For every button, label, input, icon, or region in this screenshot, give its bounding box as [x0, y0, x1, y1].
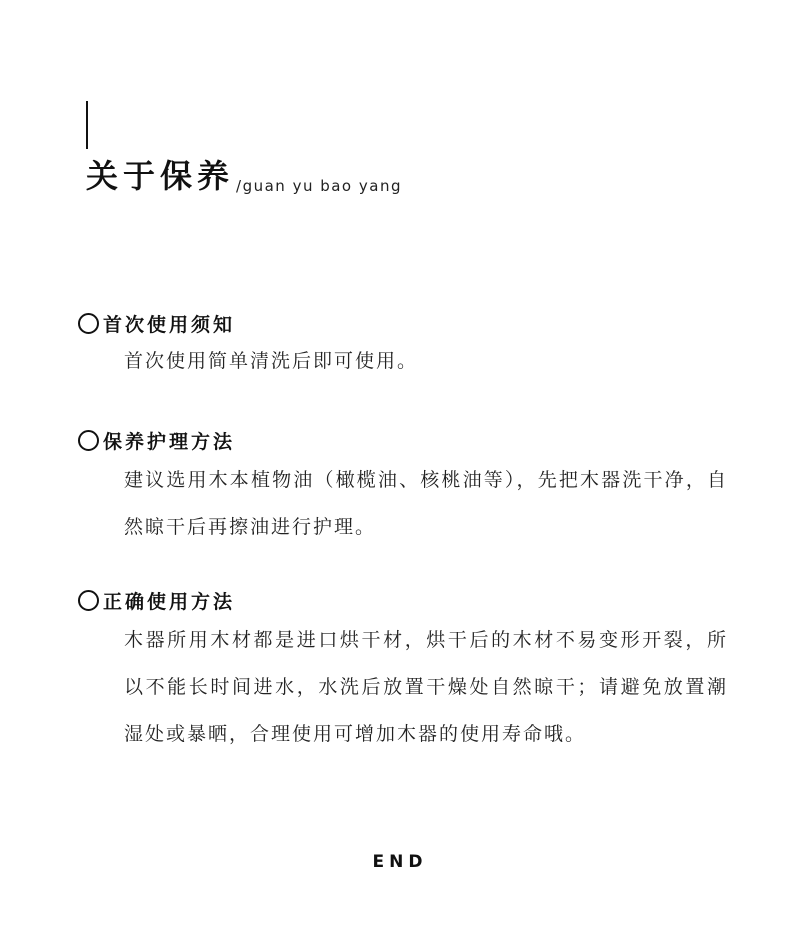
- section-correct-use: [78, 587, 738, 758]
- section-text: 木器所用木材都是进口烘干材，烘干后的木材不易变形开裂，所以不能长时间进水，水洗后放置干燥处自然晾干；请避免放置潮湿处或暴晒，合理使用可增加木器的使用寿命哦。: [124, 629, 728, 745]
- circle-bullet-icon: [78, 590, 99, 611]
- section-text: 建议选用木本植物油（橄榄油、核桃油等），先把木器洗干净，自然晾干后再擦油进行护理。: [124, 469, 728, 538]
- title-accent-line: [86, 101, 88, 149]
- end-label: END: [372, 852, 428, 872]
- section-text: 首次使用简单清洗后即可使用。: [124, 350, 419, 372]
- page-title: 关于保养: [86, 157, 235, 195]
- section-heading-row: [78, 587, 738, 613]
- section-heading-row: [78, 427, 738, 453]
- circle-bullet-icon: [78, 430, 99, 451]
- section-title: 保养护理方法: [103, 430, 236, 453]
- page-header: [86, 157, 402, 195]
- section-maintenance: [78, 427, 738, 551]
- section-first-use: [78, 310, 738, 385]
- circle-bullet-icon: [78, 313, 99, 334]
- section-title: 正确使用方法: [103, 590, 236, 613]
- section-heading-row: [78, 310, 738, 336]
- page-subtitle: /guan yu bao yang: [236, 177, 402, 195]
- section-title: 首次使用须知: [103, 313, 236, 336]
